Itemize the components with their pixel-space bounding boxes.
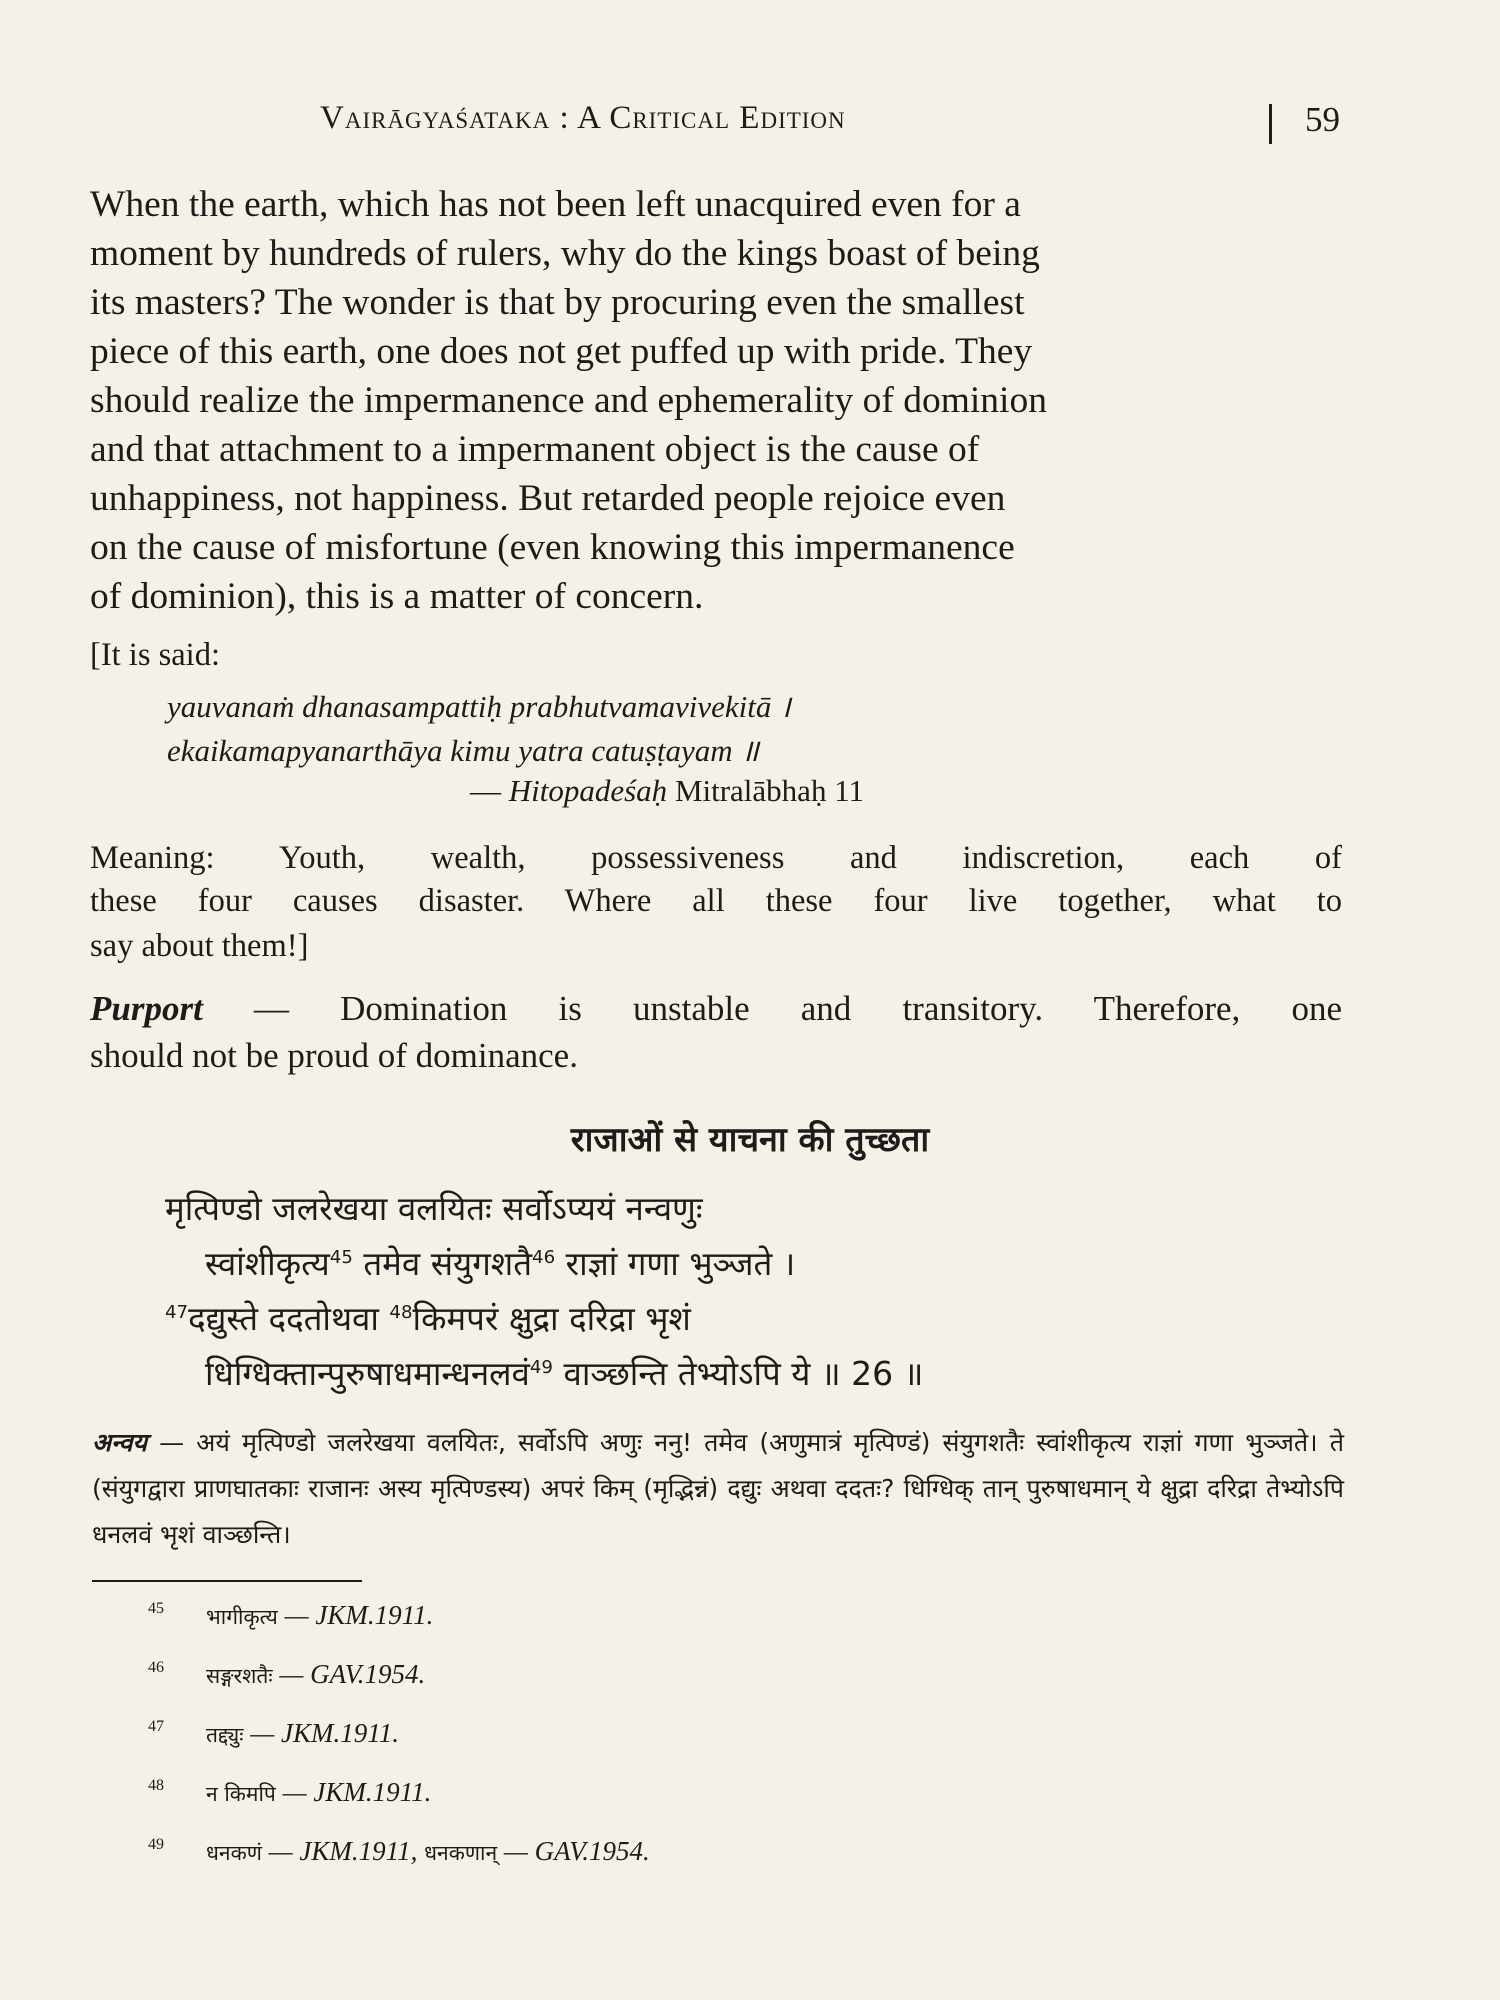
footnote-number: 46 <box>148 1659 164 1676</box>
footnote-source: — JKM.1911. <box>243 1718 399 1748</box>
footnote-ref[interactable]: 48 <box>389 1302 413 1323</box>
verse-text: किमपरं क्षुद्रा दरिद्रा भृशं <box>412 1299 691 1338</box>
anvaya-label: अन्वय <box>92 1428 147 1457</box>
purport-text: — Domination is unstable and transitory. Therefore, one <box>202 989 1342 1028</box>
footnote-variant: तद्द्युः <box>206 1723 244 1747</box>
verse-text: दद्युस्ते ददतोथवा <box>188 1299 390 1338</box>
attribution-section: Mitralābhaḥ 11 <box>667 773 865 808</box>
footnote-source: — JKM.1911. <box>275 1777 432 1807</box>
footnote-number: 49 <box>148 1836 164 1853</box>
verse-line-2 <box>205 1240 795 1285</box>
purport-line-1 <box>90 986 1342 1032</box>
quoted-verse-line-2: ekaikamapyanarthāya kimu yatra catuṣṭayam ॥ <box>167 733 759 768</box>
paragraph-line: on the cause of misfortune (even knowing this impermanence <box>90 527 1015 568</box>
footnote-45 <box>148 1600 433 1631</box>
anvaya-text: — अयं मृत्पिण्डो जलरेखया वलयितः, सर्वोऽपि अणुः ननु! तमेव (अणुमात्रं मृत्पिण्डं) संयुगशतैः स्वांशीकृत्य राज्ञां गणा भुञ्जते। ते (संयुगद्वारा प्राणघातकाः राजानः अस्य मृत्पिण्डस्य) अपरं किम् (मृद्भिन्नं) दद्युः अथवा ददतः? धिग्धिक् तान् पुरुषाधमान् ये क्षुद्रा दरिद्रा तेभ्योऽपि धनलवं भृशं वाञ्छन्ति। <box>92 1428 1344 1549</box>
footnote-variant: धनकणं <box>206 1841 262 1865</box>
footnote-48 <box>148 1777 431 1808</box>
verse-text: राज्ञां गणा भुञ्जते । <box>555 1244 796 1283</box>
verse-line-3 <box>165 1295 691 1340</box>
running-header <box>320 100 1340 150</box>
meaning-line: say about them!] <box>90 928 309 964</box>
running-title: Vairāgyaśataka : A Critical Edition <box>320 100 846 136</box>
footnote-variant: भागीकृत्य <box>206 1605 278 1629</box>
paragraph-line: its masters? The wonder is that by procuring even the smallest <box>90 282 1025 323</box>
footnote-ref[interactable]: 46 <box>532 1247 556 1268</box>
attribution-source: Hitopadeśaḥ <box>508 773 668 808</box>
verse-text: वाञ्छन्ति तेभ्योऽपि ये ॥ 26 ॥ <box>552 1354 924 1393</box>
footnote-49 <box>148 1836 650 1867</box>
footnote-number: 47 <box>148 1718 164 1735</box>
verse-attribution <box>470 773 864 809</box>
anvaya-paragraph <box>92 1420 1344 1558</box>
paragraph-line: unhappiness, not happiness. But retarded people rejoice even <box>90 478 1006 519</box>
footnote-source: — JKM.1911, <box>261 1836 425 1866</box>
paragraph-line: piece of this earth, one does not get puffed up with pride. They <box>90 331 1033 372</box>
verse-text: धिग्धिक्तान्पुरुषाधमान्धनलवं <box>205 1354 530 1393</box>
it-is-said: [It is said: <box>90 637 220 673</box>
footnote-variant: धनकणान् <box>424 1841 498 1865</box>
footnote-source: — GAV.1954. <box>272 1659 426 1689</box>
paragraph-line: should realize the impermanence and ephemerality of dominion <box>90 380 1047 421</box>
footnote-number: 48 <box>148 1777 164 1794</box>
footnote-number: 45 <box>148 1600 164 1617</box>
verse-text: स्वांशीकृत्य <box>205 1244 330 1283</box>
verse-line-1: मृत्पिण्डो जलरेखया वलयितः सर्वोऽप्ययं नन्वणुः <box>165 1189 703 1228</box>
footnote-variant: सङ्गरशतैः <box>206 1664 273 1688</box>
footnote-rule <box>92 1580 362 1582</box>
verse-text: तमेव संयुगशतै <box>352 1244 533 1283</box>
quoted-verse-line-1: yauvanaṁ dhanasampattiḥ prabhutvamavivekitā । <box>167 689 791 724</box>
footnote-source: — JKM.1911. <box>277 1600 434 1630</box>
section-heading: राजाओं से याचना की तुच्छता <box>570 1120 930 1160</box>
footnote-ref[interactable]: 49 <box>529 1357 553 1378</box>
paragraph-line: moment by hundreds of rulers, why do the kings boast of being <box>90 233 1040 274</box>
purport-label: Purport <box>90 989 203 1028</box>
header-divider <box>1269 104 1272 144</box>
verse-line-4 <box>205 1350 923 1395</box>
page-number: 59 <box>1305 100 1340 139</box>
purport-line-2: should not be proud of dominance. <box>90 1036 578 1075</box>
attribution-dash: — <box>470 773 509 808</box>
footnote-47 <box>148 1718 399 1749</box>
paragraph-line: and that attachment to a impermanent object is the cause of <box>90 429 980 470</box>
footnote-46 <box>148 1659 425 1690</box>
footnote-ref[interactable]: 47 <box>165 1302 189 1323</box>
footnote-variant: न किमपि <box>206 1782 276 1806</box>
footnote-ref[interactable]: 45 <box>329 1247 353 1268</box>
paragraph-line: of dominion), this is a matter of concern. <box>90 576 704 617</box>
meaning-line: these four causes disaster. Where all these four live together, what to <box>90 883 1342 919</box>
paragraph-line: When the earth, which has not been left unacquired even for a <box>90 184 1021 225</box>
footnote-source: — GAV.1954. <box>497 1836 650 1866</box>
meaning-line: Meaning: Youth, wealth, possessiveness and indiscretion, each of <box>90 840 1342 876</box>
